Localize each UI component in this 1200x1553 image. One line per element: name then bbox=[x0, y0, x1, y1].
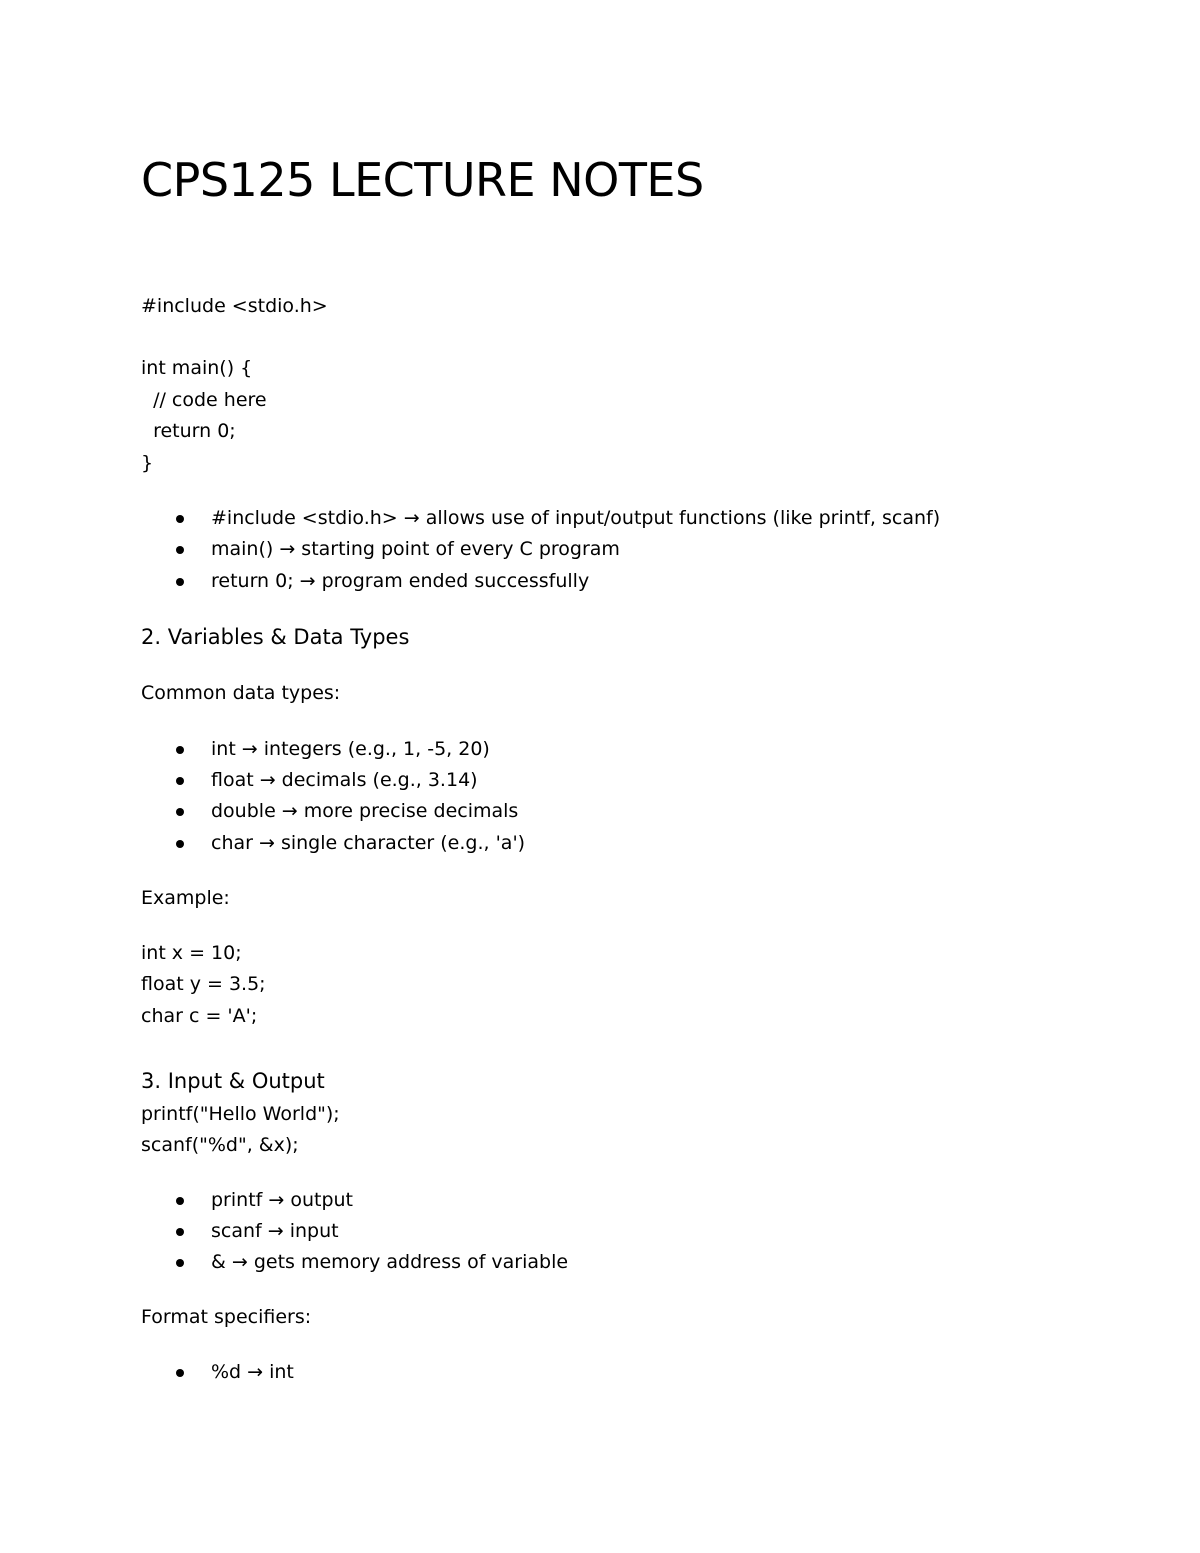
list-item: double → more precise decimals bbox=[211, 800, 519, 822]
bullet-dot bbox=[176, 1228, 184, 1236]
code-line-comment: // code here bbox=[141, 389, 267, 411]
bullet-dot bbox=[176, 515, 184, 523]
example-label: Example: bbox=[141, 887, 230, 909]
bullet-dot bbox=[176, 746, 184, 754]
code-line: int x = 10; bbox=[141, 942, 242, 964]
code-line-close-brace: } bbox=[141, 452, 154, 474]
page-title: CPS125 LECTURE NOTES bbox=[141, 153, 704, 207]
list-item: %d → int bbox=[211, 1361, 294, 1383]
format-specifiers-label: Format specifiers: bbox=[141, 1306, 312, 1328]
section-heading-input-output: 3. Input & Output bbox=[141, 1069, 325, 1093]
code-line: scanf("%d", &x); bbox=[141, 1134, 299, 1156]
bullet-dot bbox=[176, 546, 184, 554]
code-line-include: #include <stdio.h> bbox=[141, 295, 328, 317]
bullet-dot bbox=[176, 808, 184, 816]
section-heading-variables: 2. Variables & Data Types bbox=[141, 625, 410, 649]
code-line-return: return 0; bbox=[141, 420, 236, 442]
list-item: return 0; → program ended successfully bbox=[211, 570, 590, 592]
bullet-dot bbox=[176, 1197, 184, 1205]
list-item: int → integers (e.g., 1, -5, 20) bbox=[211, 738, 490, 760]
code-line-main: int main() { bbox=[141, 357, 253, 379]
list-item: & → gets memory address of variable bbox=[211, 1251, 569, 1273]
section-lead-text: Common data types: bbox=[141, 682, 341, 704]
bullet-dot bbox=[176, 840, 184, 848]
list-item: scanf → input bbox=[211, 1220, 339, 1242]
code-line: printf("Hello World"); bbox=[141, 1103, 340, 1125]
list-item: printf → output bbox=[211, 1189, 353, 1211]
bullet-dot bbox=[176, 1369, 184, 1377]
bullet-dot bbox=[176, 777, 184, 785]
list-item: char → single character (e.g., 'a') bbox=[211, 832, 526, 854]
code-line: float y = 3.5; bbox=[141, 973, 266, 995]
list-item: #include <stdio.h> → allows use of input/output functions (like printf, scanf) bbox=[211, 507, 941, 529]
bullet-dot bbox=[176, 1259, 184, 1267]
list-item: main() → starting point of every C program bbox=[211, 538, 620, 560]
list-item: float → decimals (e.g., 3.14) bbox=[211, 769, 478, 791]
bullet-dot bbox=[176, 578, 184, 586]
code-line: char c = 'A'; bbox=[141, 1005, 258, 1027]
